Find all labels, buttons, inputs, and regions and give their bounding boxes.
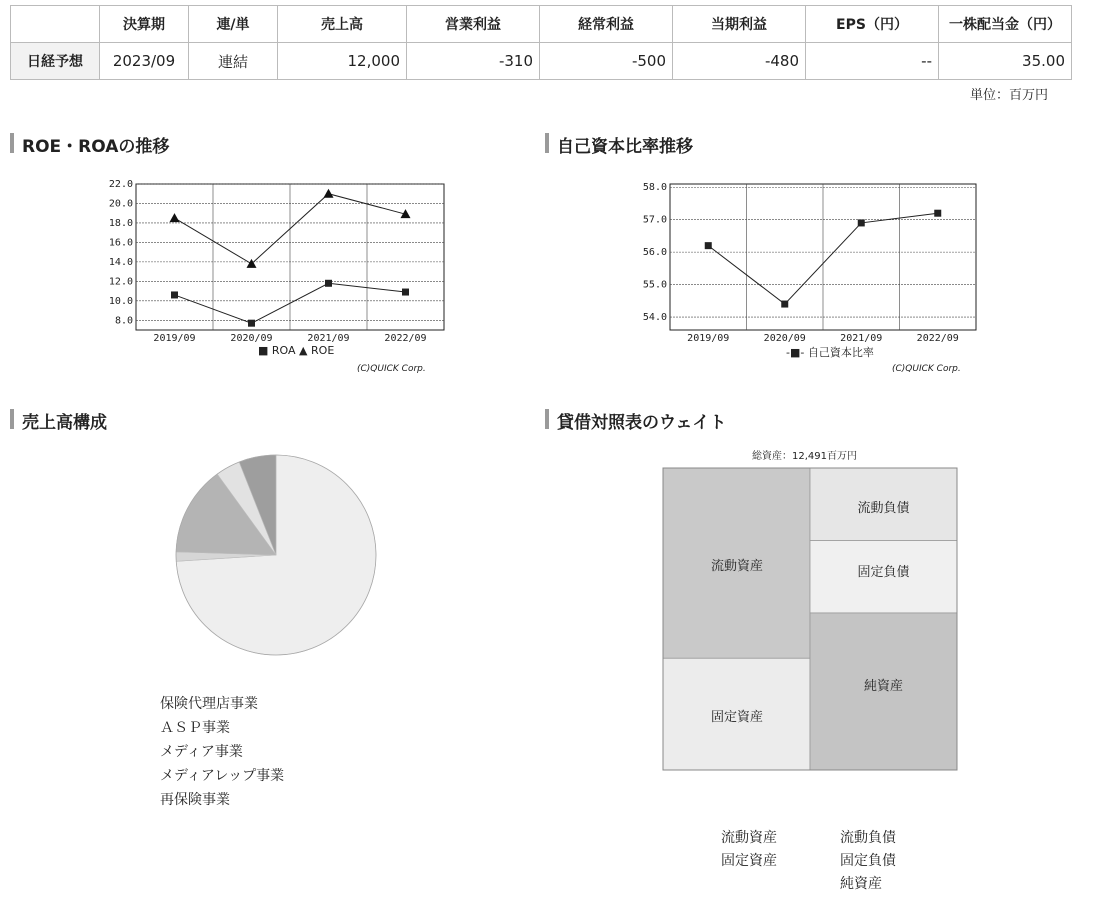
equity-ytick-label: 56.0 bbox=[642, 247, 667, 259]
header-ordinary-profit: 経常利益 bbox=[540, 6, 673, 43]
equity-ytick-label: 57.0 bbox=[642, 214, 667, 226]
bs-label-fixed-assets: 固定資産 bbox=[710, 710, 763, 725]
roe-roa-point-0 bbox=[402, 289, 409, 296]
roe-legend-marker: ▲ bbox=[299, 344, 308, 357]
roe-roa-copyright: (C)QUICK Corp. bbox=[357, 364, 426, 374]
forecast-period: 2023/09 bbox=[100, 43, 189, 80]
equity-xtick-label: 2019/09 bbox=[687, 333, 730, 344]
equity-point-0 bbox=[934, 210, 941, 217]
roe-roa-xtick-label: 2022/09 bbox=[384, 333, 427, 344]
forecast-ordinary-profit: -500 bbox=[540, 43, 673, 80]
section-title-sales-composition: 売上高構成 bbox=[10, 408, 107, 433]
bs-legend-item: 固定負債 bbox=[840, 853, 896, 869]
equity-ytick-label: 55.0 bbox=[642, 279, 667, 291]
bs-legend-liabilities bbox=[840, 827, 896, 896]
pie-legend-item: メディアレップ事業 bbox=[160, 768, 285, 784]
header-dividend: 一株配当金（円） bbox=[939, 6, 1072, 43]
forecast-row-label: 日経予想 bbox=[11, 43, 100, 80]
roe-roa-ytick-label: 14.0 bbox=[108, 256, 133, 268]
roe-roa-xtick-label: 2019/09 bbox=[153, 333, 196, 344]
roe-roa-ytick-label: 8.0 bbox=[114, 315, 133, 327]
equity-ytick-label: 58.0 bbox=[642, 182, 667, 194]
header-sales: 売上高 bbox=[278, 6, 407, 43]
equity-point-0 bbox=[858, 219, 865, 226]
roe-roa-xtick-label: 2021/09 bbox=[307, 333, 350, 344]
equity-legend-marker: -■- bbox=[786, 346, 805, 359]
roe-roa-point-0 bbox=[248, 320, 255, 327]
roe-roa-ytick-label: 18.0 bbox=[108, 217, 133, 229]
bs-legend-item: 流動資産 bbox=[721, 830, 777, 846]
pie-legend-item: メディア事業 bbox=[160, 744, 243, 760]
total-assets-label: 総資産：12,491百万円 bbox=[752, 451, 857, 462]
bs-label-current-liabilities: 流動負債 bbox=[857, 501, 910, 516]
bs-legend-item: 固定資産 bbox=[721, 853, 777, 869]
bs-legend-assets bbox=[721, 827, 777, 873]
header-period: 決算期 bbox=[100, 6, 189, 43]
pie-legend-item: ＡＳＰ事業 bbox=[160, 720, 230, 736]
header-net-profit: 当期利益 bbox=[673, 6, 806, 43]
section-title-balance-sheet: 貸借対照表のウェイト bbox=[545, 408, 726, 433]
equity-xtick-label: 2021/09 bbox=[840, 333, 883, 344]
sales-composition-legend bbox=[160, 692, 284, 812]
section-title-roe-roa: ROE・ROAの推移 bbox=[10, 132, 169, 157]
header-consolidation: 連/単 bbox=[189, 6, 278, 43]
roe-roa-ytick-label: 16.0 bbox=[108, 237, 133, 249]
roe-roa-ytick-label: 12.0 bbox=[108, 276, 133, 288]
equity-ratio-legend bbox=[786, 344, 874, 360]
pie-legend-item: 保険代理店事業 bbox=[160, 696, 258, 712]
roe-roa-ytick-label: 10.0 bbox=[108, 295, 133, 307]
roa-legend-marker: ■ bbox=[258, 344, 269, 357]
bs-label-fixed-liabilities: 固定負債 bbox=[857, 565, 910, 580]
unit-note: 単位：百万円 bbox=[969, 88, 1048, 103]
bs-label-current-assets: 流動資産 bbox=[710, 559, 763, 574]
roa-legend-label: ROA bbox=[271, 344, 296, 357]
equity-point-0 bbox=[705, 242, 712, 249]
forecast-net-profit: -480 bbox=[673, 43, 806, 80]
forecast-sales: 12,000 bbox=[278, 43, 407, 80]
equity-ratio-copyright: (C)QUICK Corp. bbox=[892, 364, 961, 374]
forecast-consolidation: 連結 bbox=[189, 43, 278, 80]
roe-roa-legend bbox=[258, 344, 334, 357]
forecast-operating-profit: -310 bbox=[407, 43, 540, 80]
roe-roa-point-0 bbox=[171, 291, 178, 298]
bs-legend-item: 流動負債 bbox=[840, 830, 896, 846]
forecast-dividend: 35.00 bbox=[939, 43, 1072, 80]
header-eps: EPS（円） bbox=[806, 6, 939, 43]
roe-roa-ytick-label: 20.0 bbox=[108, 198, 133, 210]
bs-label-net-assets: 純資産 bbox=[863, 679, 903, 694]
roe-roa-point-0 bbox=[325, 280, 332, 287]
roe-roa-ytick-label: 22.0 bbox=[108, 179, 133, 190]
section-title-equity-ratio: 自己資本比率推移 bbox=[545, 132, 693, 157]
equity-xtick-label: 2020/09 bbox=[763, 333, 806, 344]
equity-xtick-label: 2022/09 bbox=[916, 333, 959, 344]
equity-point-0 bbox=[781, 301, 788, 308]
roe-legend-label: ROE bbox=[311, 344, 335, 357]
header-operating-profit: 営業利益 bbox=[407, 6, 540, 43]
pie-legend-item: 再保険事業 bbox=[160, 792, 230, 808]
roe-roa-xtick-label: 2020/09 bbox=[230, 333, 273, 344]
forecast-eps: -- bbox=[806, 43, 939, 80]
equity-ytick-label: 54.0 bbox=[642, 312, 667, 324]
bs-legend-item: 純資産 bbox=[840, 876, 882, 892]
equity-legend-label: 自己資本比率 bbox=[807, 346, 874, 359]
